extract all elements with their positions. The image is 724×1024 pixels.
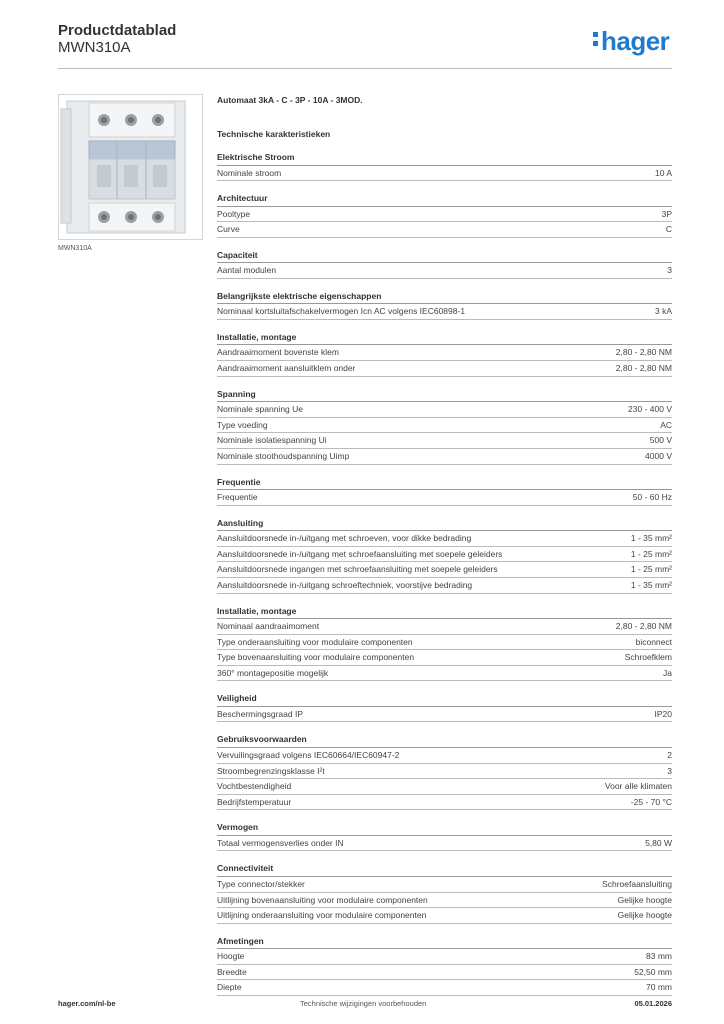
spec-value: Gelijke hoogte [617,910,672,921]
spec-label: Type onderaansluiting voor modulaire componenten [217,636,413,647]
spec-label: Hoogte [217,951,245,962]
section-heading: Capaciteit [217,248,672,264]
spec-value: AC [660,419,672,430]
spec-label: Bedrijfstemperatuur [217,796,292,807]
spec-section [217,387,672,465]
spec-row [217,418,672,434]
spec-row [217,980,672,996]
spec-row [217,795,672,811]
spec-section [217,820,672,851]
section-heading: Afmetingen [217,934,672,950]
section-heading: Belangrijkste elektrische eigenschappen [217,289,672,305]
spec-row [217,222,672,238]
logo-dots-icon [593,27,599,49]
section-heading: Architectuur [217,191,672,207]
spec-section [217,691,672,722]
spec-row [217,764,672,780]
spec-value: 10 A [654,167,672,178]
spec-row [217,666,672,682]
hager-logo [593,27,669,55]
spec-label: Type bovenaansluiting voor modulaire componenten [217,652,415,663]
spec-value: 2,80 - 2,80 NM [615,621,672,631]
spec-value: 83 mm [646,951,672,962]
spec-value: 50 - 60 Hz [632,492,672,503]
product-code: MWN310A [58,39,131,56]
footer-notice: Technische wijzigingen voorbehouden [300,999,427,1008]
spec-section [217,934,672,996]
section-heading: Installatie, montage [217,604,672,620]
spec-row [217,635,672,651]
section-heading: Connectiviteit [217,861,672,877]
spec-label: Totaal vermogensverlies onder IN [217,837,344,848]
spec-value: 4000 V [645,450,672,461]
spec-section [217,732,672,810]
spec-row [217,779,672,795]
spec-row [217,748,672,764]
spec-row [217,547,672,563]
spec-label: Nominale stoothoudspanning Uimp [217,450,350,461]
spec-value: 230 - 400 V [628,404,672,415]
spec-section [217,604,672,682]
spec-row [217,361,672,377]
spec-value: 70 mm [646,982,672,993]
spec-section [217,861,672,923]
spec-row [217,433,672,449]
spec-label: Aansluitdoorsnede ingangen met schroefaansluiting met soepele geleiders [217,564,498,575]
spec-value: 1 - 25 mm² [630,564,672,575]
logo-text: hager [601,26,670,56]
spec-value: -25 - 70 °C [630,796,672,807]
tech-title: Technische karakteristieken [217,129,331,139]
spec-label: Nominale spanning Ue [217,404,303,415]
section-heading: Veiligheid [217,691,672,707]
spec-value: 2,80 - 2,80 NM [615,347,672,358]
footer-date: 05.01.2026 [634,999,672,1008]
spec-label: Uitlijning bovenaansluiting voor modulaire componenten [217,894,428,905]
spec-label: Diepte [217,982,242,993]
spec-value: Schroefaansluiting [602,878,672,889]
spec-value: Ja [663,667,672,678]
spec-row [217,490,672,506]
spec-row [217,707,672,723]
spec-content [217,94,672,996]
section-heading: Vermogen [217,820,672,836]
spec-label: 360° montagepositie mogelijk [217,667,329,678]
spec-row [217,263,672,279]
spec-row [217,562,672,578]
spec-value: 1 - 35 mm² [630,533,672,544]
spec-row [217,908,672,924]
section-heading: Installatie, montage [217,330,672,346]
spec-row [217,619,672,635]
spec-label: Stroombegrenzingsklasse I²t [217,765,325,776]
spec-section [217,248,672,279]
spec-section [217,150,672,181]
spec-row [217,578,672,594]
spec-label: Nominaal kortsluitafschakelvermogen Icn AC volgens IEC60898-1 [217,306,466,317]
spec-label: Vervuilingsgraad volgens IEC60664/IEC60947-2 [217,749,400,760]
spec-value: 5,80 W [645,837,672,848]
spec-value: 1 - 25 mm² [630,548,672,559]
footer-website: hager.com/nl-be [58,999,116,1008]
spec-value: Schroefklem [624,652,672,663]
section-heading: Aansluiting [217,516,672,532]
spec-row [217,650,672,666]
spec-value: 3 [667,265,672,276]
spec-label: Breedte [217,966,247,977]
spec-row [217,166,672,182]
circuit-breaker-icon [59,95,202,239]
spec-label: Uitlijning onderaansluiting voor modulaire componenten [217,910,427,921]
spec-label: Aandraaimoment bovenste klem [217,347,339,358]
spec-label: Aantal modulen [217,265,277,276]
spec-row [217,304,672,320]
spec-label: Aansluitdoorsnede in-/uitgang schroeftechniek, voorstijve bedrading [217,579,473,590]
spec-row [217,949,672,965]
spec-row [217,345,672,361]
spec-label: Pooltype [217,208,251,219]
spec-label: Vochtbestendigheid [217,781,292,792]
spec-row [217,207,672,223]
product-title: Automaat 3kA - C - 3P - 10A - 3MOD. [217,95,363,105]
spec-label: Aansluitdoorsnede in-/uitgang met schroeven, voor dikke bedrading [217,533,472,544]
spec-value: 3P [661,208,672,219]
spec-label: Nominaal aandraaimoment [217,621,320,631]
section-heading: Gebruiksvoorwaarden [217,732,672,748]
spec-row [217,893,672,909]
spec-value: C [665,224,672,235]
spec-section [217,330,672,377]
spec-value: 3 [667,765,672,776]
spec-label: Curve [217,224,240,235]
header-divider [58,68,672,69]
spec-label: Aansluitdoorsnede in-/uitgang met schroefaansluiting met soepele geleiders [217,548,503,559]
spec-label: Aandraaimoment aansluitklem onder [217,363,356,374]
spec-label: Frequentie [217,492,258,503]
spec-row [217,877,672,893]
spec-label: Type connector/stekker [217,878,305,889]
image-caption: MWN310A [58,245,92,252]
spec-value: IP20 [654,708,672,719]
spec-section [217,289,672,320]
spec-value: 3 kA [654,306,672,317]
spec-value: 52,50 mm [634,966,672,977]
spec-section [217,516,672,594]
spec-value: 2 [667,749,672,760]
spec-row [217,402,672,418]
spec-value: 1 - 35 mm² [630,579,672,590]
spec-label: Nominale stroom [217,167,282,178]
spec-row [217,836,672,852]
spec-value: 500 V [649,435,672,446]
spec-value: biconnect [635,636,672,647]
section-heading: Elektrische Stroom [217,150,672,166]
spec-section [217,475,672,506]
spec-value: 2,80 - 2,80 NM [615,363,672,374]
spec-value: Voor alle klimaten [604,781,672,792]
spec-label: Nominale isolatiespanning Ui [217,435,327,446]
spec-row [217,449,672,465]
section-heading: Spanning [217,387,672,403]
spec-value: Gelijke hoogte [617,894,672,905]
spec-section [217,191,672,238]
section-heading: Frequentie [217,475,672,491]
spec-row [217,965,672,981]
product-image [58,94,203,240]
spec-sections [217,150,672,996]
spec-label: Type voeding [217,419,268,430]
spec-label: Beschermingsgraad IP [217,708,303,719]
page-title: Productdatablad [58,22,177,39]
spec-row [217,531,672,547]
